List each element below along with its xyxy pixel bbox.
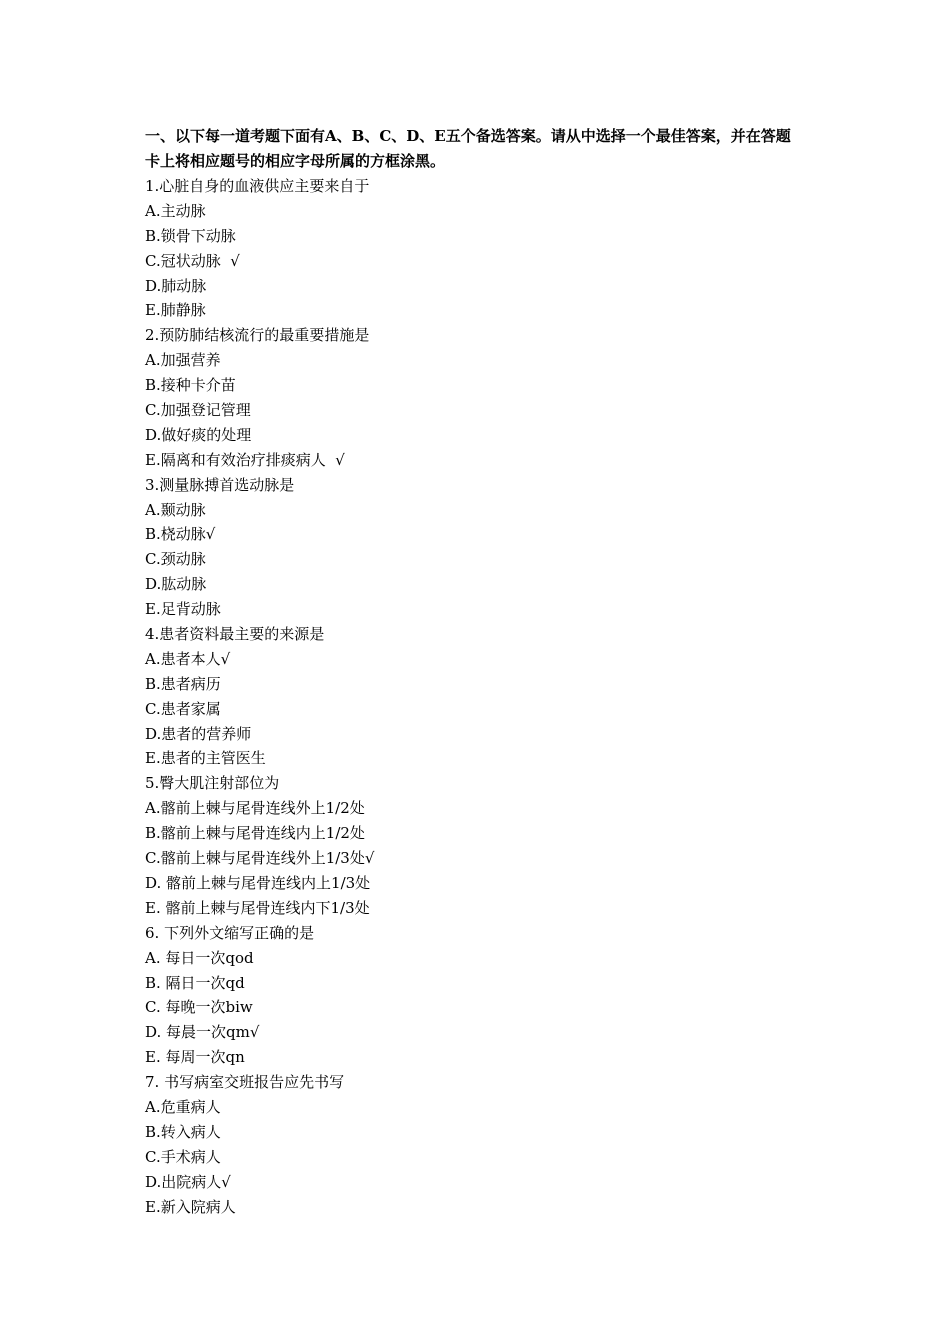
answer-option: E.肺静脉 bbox=[145, 301, 206, 320]
answer-option: D. 每晨一次qm√ bbox=[145, 1023, 260, 1042]
answer-option: E.足背动脉 bbox=[145, 600, 221, 619]
answer-option: E.隔离和有效治疗排痰病人 √ bbox=[145, 450, 345, 469]
question-stem: 7. 书写病室交班报告应先书写 bbox=[145, 1073, 345, 1092]
answer-option: E.患者的主管医生 bbox=[145, 749, 266, 768]
answer-option: A. 每日一次qod bbox=[145, 948, 254, 967]
question-stem: 6. 下列外文缩写正确的是 bbox=[145, 923, 315, 942]
answer-option: D.肱动脉 bbox=[145, 575, 207, 594]
answer-option: D. 髂前上棘与尾骨连线内上1/3处 bbox=[145, 873, 371, 892]
answer-option: C.加强登记管理 bbox=[145, 401, 251, 420]
question-block bbox=[145, 473, 825, 622]
question-block bbox=[145, 1070, 825, 1219]
instruction-line-2: 卡上将相应题号的相应字母所属的方框涂黑。 bbox=[145, 152, 446, 170]
section-instruction bbox=[145, 124, 825, 174]
question-block bbox=[145, 622, 825, 771]
answer-option: A.颞动脉 bbox=[145, 500, 206, 519]
answer-option: A.患者本人√ bbox=[145, 649, 231, 668]
answer-option: B.患者病历 bbox=[145, 674, 221, 693]
answer-option: D.肺动脉 bbox=[145, 276, 207, 295]
answer-option: D.出院病人√ bbox=[145, 1172, 231, 1191]
answer-option: B.转入病人 bbox=[145, 1122, 221, 1141]
answer-option: C.患者家属 bbox=[145, 699, 221, 718]
question-block bbox=[145, 921, 825, 1070]
answer-option: A.主动脉 bbox=[145, 201, 206, 220]
answer-option: D.做好痰的处理 bbox=[145, 425, 252, 444]
answer-option: C.髂前上棘与尾骨连线外上1/3处√ bbox=[145, 849, 375, 868]
question-stem: 3.测量脉搏首选动脉是 bbox=[145, 475, 295, 494]
answer-option: C.颈动脉 bbox=[145, 550, 206, 569]
answer-option: C.手术病人 bbox=[145, 1147, 221, 1166]
question-list bbox=[145, 174, 825, 1219]
question-block bbox=[145, 771, 825, 920]
exam-content bbox=[145, 124, 825, 1219]
answer-option: B.桡动脉√ bbox=[145, 525, 216, 544]
answer-option: E. 每周一次qn bbox=[145, 1048, 245, 1067]
answer-option: C. 每晚一次biw bbox=[145, 998, 253, 1017]
answer-option: E. 髂前上棘与尾骨连线内下1/3处 bbox=[145, 898, 370, 917]
answer-option: B.髂前上棘与尾骨连线内上1/2处 bbox=[145, 824, 365, 843]
question-stem: 2.预防肺结核流行的最重要措施是 bbox=[145, 326, 370, 345]
question-block bbox=[145, 174, 825, 323]
answer-option: A.危重病人 bbox=[145, 1097, 221, 1116]
answer-option: B.接种卡介苗 bbox=[145, 376, 236, 395]
instruction-line-1: 一、以下每一道考题下面有A、B、C、D、E五个备选答案。请从中选择一个最佳答案，并在答题 bbox=[145, 127, 791, 145]
answer-option: E.新入院病人 bbox=[145, 1197, 236, 1216]
answer-option: C.冠状动脉 √ bbox=[145, 251, 240, 270]
question-block bbox=[145, 323, 825, 472]
answer-option: A.加强营养 bbox=[145, 351, 221, 370]
question-stem: 1.心脏自身的血液供应主要来自于 bbox=[145, 177, 370, 195]
question-stem: 5.臀大肌注射部位为 bbox=[145, 774, 280, 793]
question-stem: 4.患者资料最主要的来源是 bbox=[145, 625, 325, 644]
answer-option: A.髂前上棘与尾骨连线外上1/2处 bbox=[145, 799, 365, 818]
answer-option: D.患者的营养师 bbox=[145, 724, 252, 743]
answer-option: B. 隔日一次qd bbox=[145, 973, 245, 992]
answer-option: B.锁骨下动脉 bbox=[145, 226, 236, 245]
